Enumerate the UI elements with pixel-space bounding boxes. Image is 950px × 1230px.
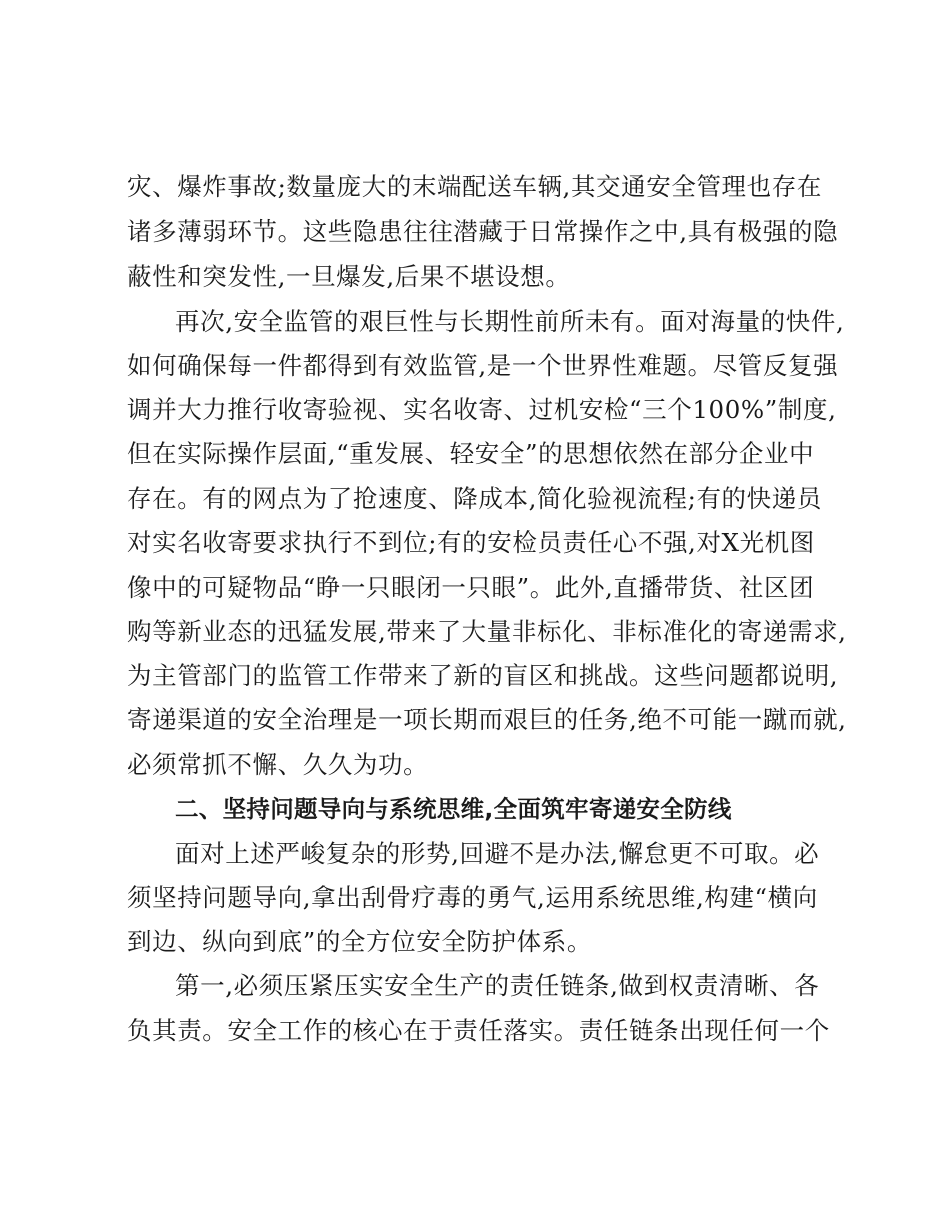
paragraph-first-line: 第一,必须压紧压实安全生产的责任链条,做到权责清晰、各: [175, 971, 820, 1000]
text-line: 诸多薄弱环节。这些隐患往往潜藏于日常操作之中,具有极强的隐: [127, 217, 839, 246]
text-line: 蔽性和突发性,一旦爆发,后果不堪设想。: [127, 262, 571, 291]
text-line: 寄递渠道的安全治理是一项长期而艰巨的任务,绝不可能一蹴而就,: [127, 705, 847, 734]
section-heading: 二、坚持问题导向与系统思维,全面筑牢寄递安全防线: [175, 795, 732, 823]
text-line: 调并大力推行收寄验视、实名收寄、过机安检“三个100%”制度,: [127, 395, 837, 424]
text-line: 如何确保每一件都得到有效监管,是一个世界性难题。尽管反复强: [127, 351, 839, 380]
text-line: 但在实际操作层面,“重发展、轻安全”的思想依然在部分企业中: [127, 439, 815, 468]
text-line: 负其责。安全工作的核心在于责任落实。责任链条出现任何一个: [127, 1016, 830, 1045]
text-line: 须坚持问题导向,拿出刮骨疗毒的勇气,运用系统思维,构建“横向: [127, 883, 818, 912]
text-line: 像中的可疑物品“睁一只眼闭一只眼”。此外,直播带货、社区团: [127, 573, 815, 602]
text-line: 购等新业态的迅猛发展,带来了大量非标化、非标准化的寄递需求,: [127, 617, 847, 646]
paragraph-first-line: 面对上述严峻复杂的形势,回避不是办法,懈怠更不可取。必: [175, 839, 820, 868]
text-line: 到边、纵向到底”的全方位安全防护体系。: [127, 927, 592, 956]
text-line: 必须常抓不懈、久久为功。: [127, 750, 429, 779]
text-line: 存在。有的网点为了抢速度、降成本,简化验视流程;有的快递员: [127, 484, 822, 513]
paragraph-first-line: 再次,安全监管的艰巨性与长期性前所未有。面对海量的快件,: [175, 307, 845, 336]
text-line: 对实名收寄要求执行不到位;有的安检员责任心不强,对X光机图: [127, 528, 815, 557]
text-line: 为主管部门的监管工作带来了新的盲区和挑战。这些问题都说明,: [127, 661, 839, 690]
text-line: 灾、爆炸事故;数量庞大的末端配送车辆,其交通安全管理也存在: [127, 172, 822, 201]
